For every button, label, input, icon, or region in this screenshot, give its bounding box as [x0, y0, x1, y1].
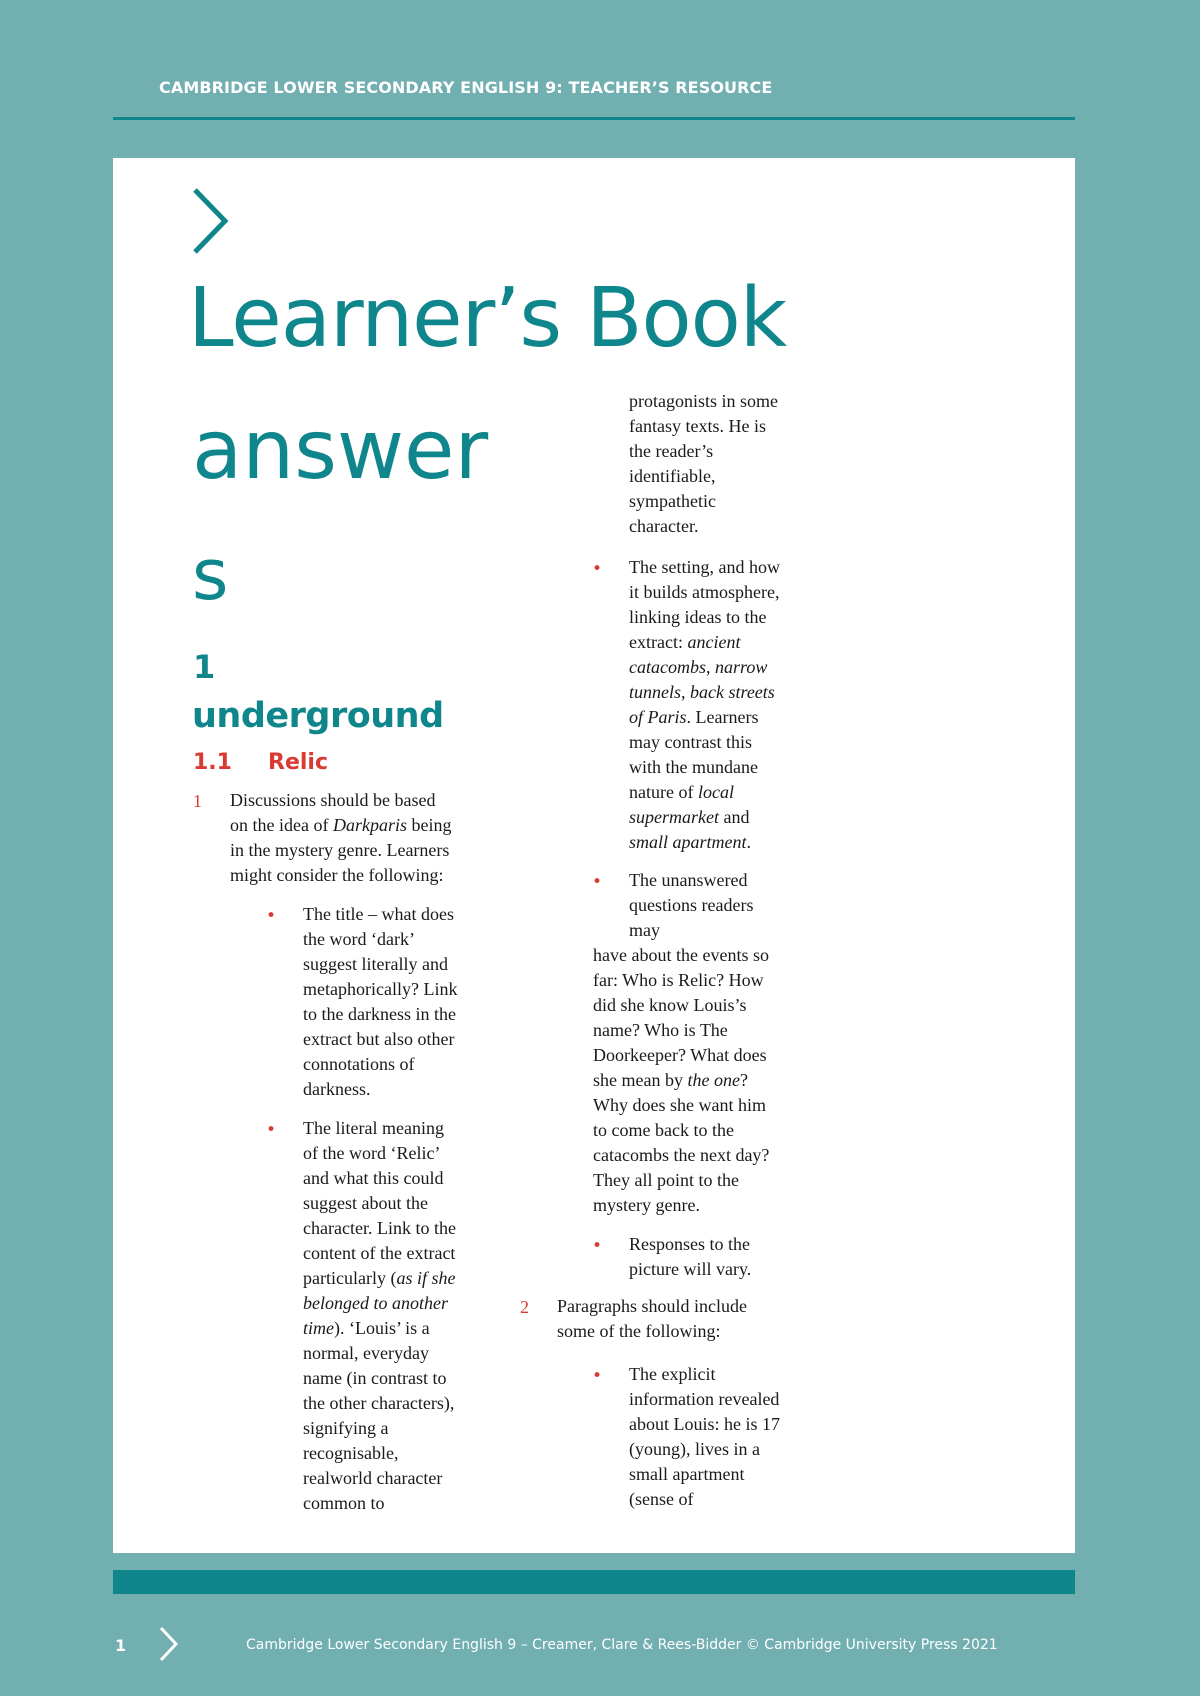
- text-line: (sense of: [629, 1489, 694, 1509]
- chevron-right-icon: [158, 1625, 180, 1663]
- unit-number: 1: [193, 648, 216, 686]
- chevron-right-icon: [191, 186, 231, 256]
- text-line: identifiable,: [629, 466, 716, 486]
- text-line: realworld character: [303, 1468, 443, 1488]
- text-line: with the mundane: [629, 757, 758, 777]
- text-line: recognisable,: [303, 1443, 399, 1463]
- text-line: picture will vary.: [629, 1259, 752, 1279]
- section-number: 1.1: [193, 750, 232, 775]
- text-line: The title – what does: [303, 904, 454, 924]
- page-title-line3: s: [192, 534, 229, 616]
- q2-bullet-explicit: [629, 1362, 780, 1512]
- text-line: information revealed: [629, 1389, 780, 1409]
- q1-bullet-questions-continued: [593, 943, 769, 1218]
- text-line: The explicit: [629, 1364, 716, 1384]
- unit-title: underground: [192, 696, 444, 736]
- text-line: far: Who is Relic? How: [593, 970, 764, 990]
- text-line: of the word ‘Relic’: [303, 1143, 441, 1163]
- bullet-icon: •: [266, 1120, 277, 1140]
- text-line: name (in contrast to: [303, 1368, 447, 1388]
- page-title-line2: answer: [192, 403, 489, 498]
- text-line: catacombs the next day?: [593, 1145, 770, 1165]
- text-line: may: [629, 920, 660, 940]
- text-line: on the idea of Darkparis being: [230, 815, 452, 835]
- text-line: The literal meaning: [303, 1118, 444, 1138]
- text-line: mystery genre.: [593, 1195, 700, 1215]
- text-line: belonged to another: [303, 1293, 448, 1313]
- q1-bullet-title: [303, 902, 457, 1102]
- q1-bullet-relic-continued: [629, 389, 778, 539]
- text-line: small apartment: [629, 1464, 745, 1484]
- q1-bullet-relic: [303, 1116, 456, 1516]
- text-line: she mean by the one?: [593, 1070, 748, 1090]
- text-line: tunnels, back streets: [629, 682, 775, 702]
- bullet-icon: •: [266, 906, 277, 926]
- text-line: character.: [629, 516, 699, 536]
- text-line: questions readers: [629, 895, 754, 915]
- bullet-icon: •: [592, 1236, 603, 1256]
- bullet-icon: •: [592, 872, 603, 892]
- q1-bullet-setting: [629, 555, 780, 855]
- text-line: and what this could: [303, 1168, 444, 1188]
- text-line: Why does she want him: [593, 1095, 766, 1115]
- text-line: connotations of: [303, 1054, 415, 1074]
- text-line: Doorkeeper? What does: [593, 1045, 767, 1065]
- text-line: The unanswered: [629, 870, 748, 890]
- text-line: the word ‘dark’: [303, 929, 415, 949]
- text-line: normal, everyday: [303, 1343, 429, 1363]
- text-line: have about the events so: [593, 945, 769, 965]
- question-1-intro: [230, 788, 451, 888]
- text-line: in the mystery genre. Learners: [230, 840, 450, 860]
- text-line: about Louis: he is 17: [629, 1414, 780, 1434]
- bullet-icon: •: [592, 559, 603, 579]
- text-line: to come back to the: [593, 1120, 734, 1140]
- text-line: particularly (as if she: [303, 1268, 456, 1288]
- text-line: Paragraphs should include: [557, 1296, 747, 1316]
- bullet-icon: •: [592, 1366, 603, 1386]
- text-line: sympathetic: [629, 491, 716, 511]
- text-line: the reader’s: [629, 441, 714, 461]
- running-header: CAMBRIDGE LOWER SECONDARY ENGLISH 9: TEACHER’S RESOURCE: [159, 78, 773, 97]
- text-line: They all point to the: [593, 1170, 739, 1190]
- text-line: fantasy texts. He is: [629, 416, 766, 436]
- header-rule: [113, 117, 1075, 120]
- footer-band: [113, 1570, 1075, 1594]
- text-line: Discussions should be based: [230, 790, 436, 810]
- text-line: character. Link to the: [303, 1218, 456, 1238]
- text-line: may contrast this: [629, 732, 752, 752]
- text-line: The setting, and how: [629, 557, 780, 577]
- text-line: signifying a: [303, 1418, 389, 1438]
- question-2-intro: [557, 1294, 747, 1344]
- text-line: the other characters),: [303, 1393, 455, 1413]
- text-line: to the darkness in the: [303, 1004, 456, 1024]
- text-line: Responses to the: [629, 1234, 750, 1254]
- text-line: extract: ancient: [629, 632, 741, 652]
- text-line: extract but also other: [303, 1029, 455, 1049]
- text-line: time). ‘Louis’ is a: [303, 1318, 430, 1338]
- footer-copyright: Cambridge Lower Secondary English 9 – Creamer, Clare & Rees-Bidder © Cambridge University Press 2021: [246, 1637, 998, 1653]
- text-line: catacombs, narrow: [629, 657, 768, 677]
- question-number: 2: [520, 1297, 529, 1317]
- text-line: it builds atmosphere,: [629, 582, 780, 602]
- text-line: name? Who is The: [593, 1020, 728, 1040]
- page-title-line1: Learner’s Book: [188, 271, 787, 366]
- page-number: 1: [115, 1636, 127, 1655]
- text-line: of Paris. Learners: [629, 707, 759, 727]
- text-line: suggest literally and: [303, 954, 448, 974]
- text-line: metaphorically? Link: [303, 979, 458, 999]
- text-line: protagonists in some: [629, 391, 778, 411]
- text-line: suggest about the: [303, 1193, 428, 1213]
- text-line: common to: [303, 1493, 385, 1513]
- q1-bullet-picture: [629, 1232, 751, 1282]
- text-line: linking ideas to the: [629, 607, 767, 627]
- text-line: did she know Louis’s: [593, 995, 747, 1015]
- text-line: some of the following:: [557, 1321, 721, 1341]
- q1-bullet-questions: [629, 868, 753, 943]
- text-line: small apartment.: [629, 832, 752, 852]
- text-line: content of the extract: [303, 1243, 456, 1263]
- text-line: (young), lives in a: [629, 1439, 760, 1459]
- text-line: nature of local: [629, 782, 734, 802]
- text-line: supermarket and: [629, 807, 750, 827]
- text-line: might consider the following:: [230, 865, 444, 885]
- section-title: Relic: [268, 750, 328, 775]
- text-line: darkness.: [303, 1079, 371, 1099]
- question-number: 1: [193, 791, 202, 811]
